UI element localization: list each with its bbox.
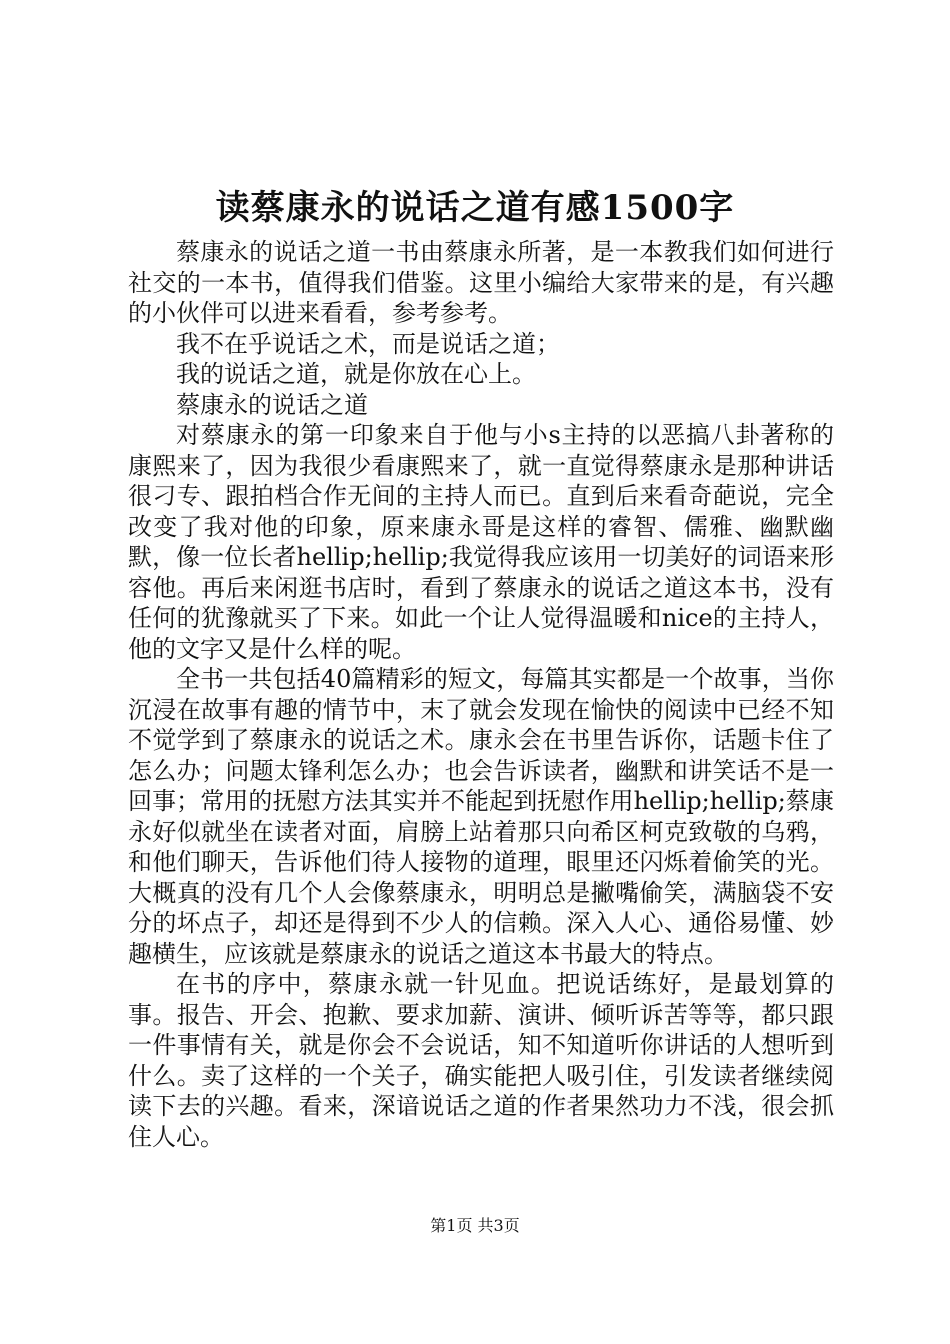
paragraph-preface: 在书的序中，蔡康永就一针见血。把说话练好，是最划算的事。报告、开会、抱歉、要求加薪、演讲、倾听诉苦等等，都只跟一件事情有关，就是你会不会说话，知不知道听你讲话的人想听到什么。卖了这样的一个关子，确实能把人吸引住，引发读者继续阅读下去的兴趣。看来，深谙说话之道的作者果然功力不浅，很会抓住人心。	[128, 970, 834, 1151]
paragraph-quote-line-1: 我不在乎说话之术，而是说话之道；	[176, 329, 560, 358]
document-title: 读蔡康永的说话之道有感1500字	[215, 188, 735, 228]
paragraph-intro: 蔡康永的说话之道一书由蔡康永所著，是一本教我们如何进行社交的一本书，值得我们借鉴。这里小编给大家带来的是，有兴趣的小伙伴可以进来看看，参考参考。	[128, 238, 834, 327]
paragraph-book-overview: 全书一共包括40篇精彩的短文，每篇其实都是一个故事，当你沉浸在故事有趣的情节中，末了就会发现在愉快的阅读中已经不知不觉学到了蔡康永的说话之术。康永会在书里告诉你，话题卡住了怎么办；问题太锋利怎么办；也会告诉读者，幽默和讲笑话不是一回事；常用的抚慰方法其实并不能起到抚慰作用hellip;hellip;蔡康永好似就坐在读者对面，肩膀上站着那只向希区柯克致敬的乌鸦，和他们聊天，告诉他们待人接物的道理，眼里还闪烁着偷笑的光。大概真的没有几个人会像蔡康永，明明总是撇嘴偷笑，满脑袋不安分的坏点子，却还是得到不少人的信赖。深入人心、通俗易懂、妙趣横生，应该就是蔡康永的说话之道这本书最大的特点。	[128, 665, 834, 968]
paragraph-quote-line-2: 我的说话之道，就是你放在心上。	[176, 360, 536, 388]
paragraph-subheading: 蔡康永的说话之道	[176, 390, 368, 419]
paragraph-first-impression: 对蔡康永的第一印象来自于他与小s主持的以恶搞八卦著称的康熙来了，因为我很少看康熙来了，就一直觉得蔡康永是那种讲话很刁专、跟拍档合作无间的主持人而已。直到后来看奇葩说，完全改变了我对他的印象，原来康永哥是这样的睿智、儒雅、幽默幽默，像一位长者hellip;hellip;我觉得我应该用一切美好的词语来形容他。再后来闲逛书店时，看到了蔡康永的说话之道这本书，没有任何的犹豫就买了下来。如此一个让人觉得温暖和nice的主持人，他的文字又是什么样的呢。	[128, 421, 834, 663]
document-body	[128, 237, 834, 1152]
page-footer: 第1页 共3页	[430, 1216, 520, 1235]
